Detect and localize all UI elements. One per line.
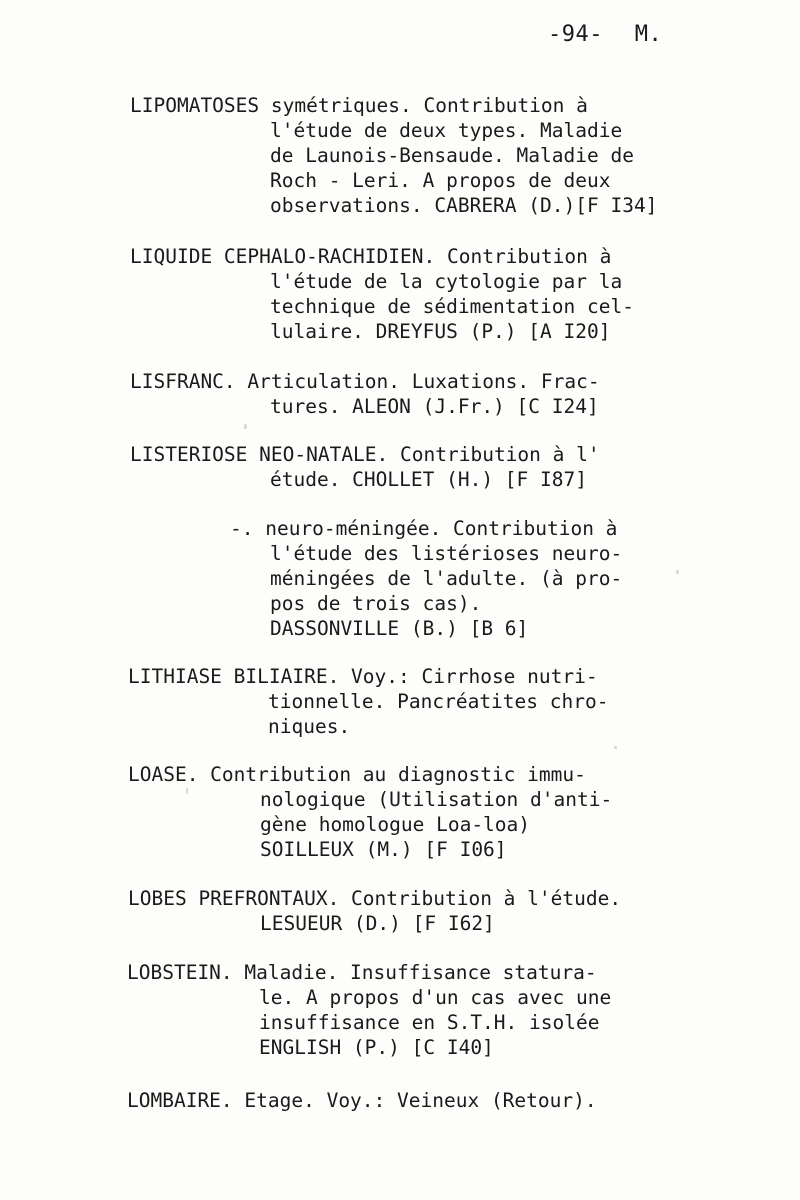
index-entry-lobstein	[127, 960, 611, 1060]
entry-line: LESUEUR (D.) [F I62]	[260, 912, 495, 935]
entry-line: LOASE. Contribution au diagnostic immu-	[128, 763, 586, 786]
entry-line: technique de sédimentation cel-	[270, 295, 634, 318]
entry-line: ENGLISH (P.) [C I40]	[259, 1036, 494, 1059]
entry-line: l'étude de deux types. Maladie	[270, 119, 623, 142]
entry-line: LIQUIDE CEPHALO-RACHIDIEN. Contribution à	[130, 245, 612, 268]
entry-line: LOBES PREFRONTAUX. Contribution à l'étude.	[128, 887, 622, 910]
entry-line: de Launois-Bensaude. Maladie de	[270, 144, 634, 167]
entry-line: LISFRANC. Articulation. Luxations. Frac-	[130, 370, 600, 393]
entry-line: niques.	[268, 715, 351, 738]
scan-speck	[614, 746, 617, 749]
section-letter: M.	[634, 22, 663, 47]
entry-line: LISTERIOSE NEO-NATALE. Contribution à l'	[130, 443, 600, 466]
index-entry-lombaire	[127, 1088, 597, 1113]
entry-line: étude. CHOLLET (H.) [F I87]	[270, 468, 587, 491]
index-entry-liquide-cephalo-rachidien	[130, 244, 634, 344]
page-number: -94-	[548, 22, 603, 47]
index-entry-listeriose-neo-natale	[130, 442, 600, 492]
entry-line: lulaire. DREYFUS (P.) [A I20]	[270, 320, 611, 343]
entry-line: l'étude des listérioses neuro-	[270, 542, 623, 565]
entry-line: LITHIASE BILIAIRE. Voy.: Cirrhose nutri-	[128, 665, 598, 688]
index-entry-lobes-prefrontaux	[128, 886, 621, 936]
entry-line: insuffisance en S.T.H. isolée	[259, 1011, 600, 1034]
entry-line: nologique (Utilisation d'anti-	[260, 788, 613, 811]
entry-line: LOMBAIRE. Etage. Voy.: Veineux (Retour).	[127, 1089, 597, 1112]
scan-speck	[186, 788, 188, 794]
entry-line: l'étude de la cytologie par la	[270, 270, 623, 293]
index-entry-lisfranc	[130, 369, 600, 419]
entry-line: DASSONVILLE (B.) [B 6]	[270, 617, 529, 640]
entry-line: tionnelle. Pancréatites chro-	[268, 690, 609, 713]
entry-line: -. neuro-méningée. Contribution à	[230, 517, 618, 540]
entry-line: gène homologue Loa-loa)	[260, 813, 531, 836]
page-header	[548, 22, 662, 47]
entry-line: observations. CABRERA (D.)[F I34]	[270, 194, 658, 217]
index-entry-loase	[128, 762, 612, 862]
scan-speck	[676, 570, 679, 574]
index-subentry-neuro-meningee	[130, 516, 622, 641]
entry-line: le. A propos d'un cas avec une	[259, 986, 612, 1009]
entry-line: pos de trois cas).	[270, 592, 482, 615]
index-entry-lipomatoses	[130, 93, 657, 218]
entry-line: Roch - Leri. A propos de deux	[270, 169, 611, 192]
entry-line: tures. ALEON (J.Fr.) [C I24]	[270, 395, 599, 418]
entry-line: SOILLEUX (M.) [F I06]	[260, 838, 507, 861]
entry-line: méningées de l'adulte. (à pro-	[270, 567, 623, 590]
scan-speck	[244, 424, 247, 429]
entry-line: LOBSTEIN. Maladie. Insuffisance statura-	[127, 961, 597, 984]
entry-line: LIPOMATOSES symétriques. Contribution à	[130, 94, 588, 117]
index-entry-lithiase-biliaire	[128, 664, 608, 739]
